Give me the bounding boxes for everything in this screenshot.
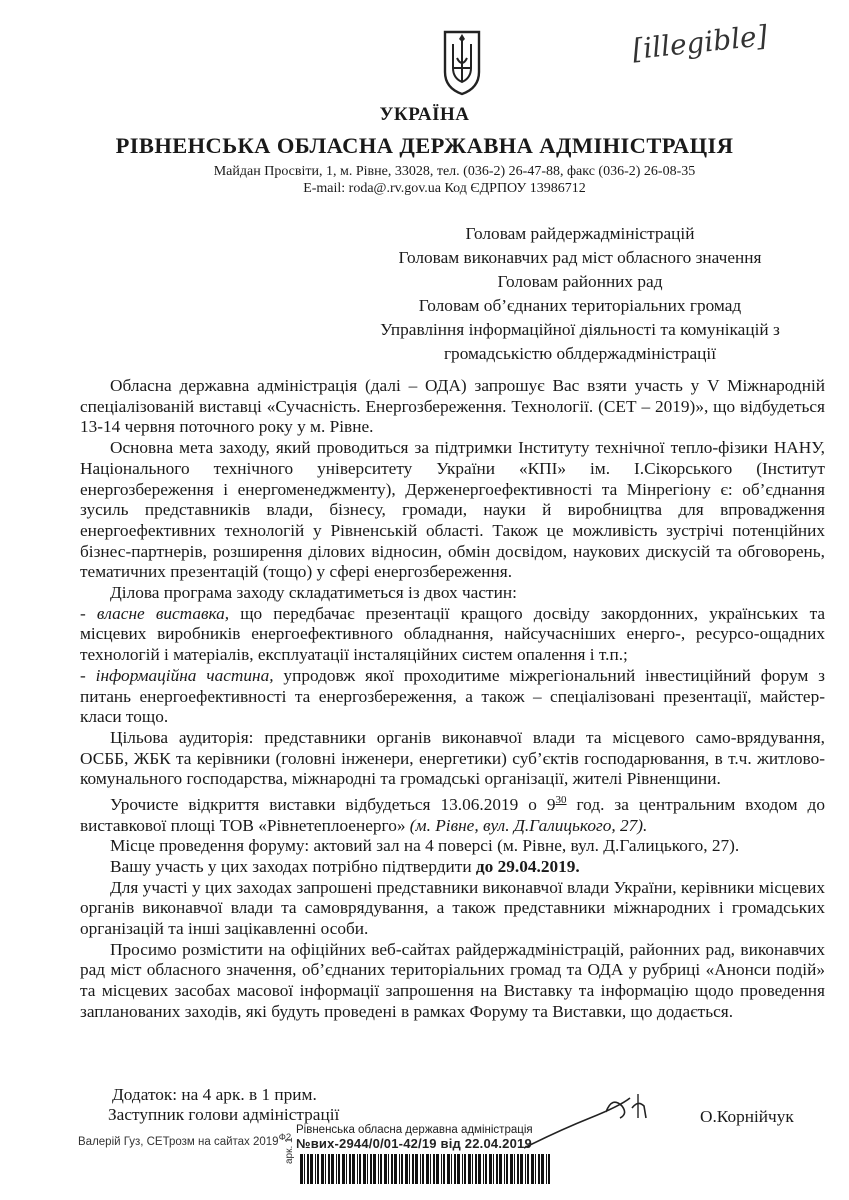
paragraph-request: Просимо розмістити на офіційних веб-сайтах райдержадміністрацій, районних рад, виконавчих рад міст обласного значення, об’єднаних територіальних громад та ОДА у рубриці «Анонси подій» та місцевих засобах масової інформації запрошення на Виставку та інформацію щодо проведення запланованих заходів, які будуть проведені в рамках Форуму та Виставки, що додається. (80, 939, 825, 1021)
opening-address: (м. Рівне, вул. Д.Галицького, 27). (405, 815, 648, 835)
signature-icon (520, 1078, 660, 1158)
signer-position: Заступник голови адміністрації (108, 1105, 340, 1124)
addressee-line: Головам райдержадміністрацій (465, 224, 695, 243)
addressee-line: громадськістю облдержадміністрації (443, 344, 717, 363)
opening-minutes: 30 (555, 794, 567, 807)
paragraph-invitation: Обласна державна адміністрація (далі – ОДА) запрошує Вас взяти участь у V Міжнародній спеціалізованій виставці «Сучасність. Енергозбереження. Технології. (СЕТ – 2019)», що відбудеться 13-14 червня поточного року у м. Рівне. (80, 376, 825, 437)
paragraph-audience: Цільова аудиторія: представники органів виконавчої влади та місцевого само-врядування, ОСББ, ЖБК та керівники (головні інженери, енергетики) суб’єктів господарювання, в т.ч. житлово-комунального господарства, міжнародні та громадські організації, жителі Рівненщини. (80, 727, 825, 789)
opening-text-2: год. за центральним входом до виставкової площі ТОВ «Рівнетеплоенерго» (80, 794, 825, 835)
opening-text: Урочисте відкриття виставки відбудеться 13.06.2019 о 9 (110, 794, 556, 814)
sheet-label: арк. 1 (284, 1137, 295, 1164)
exhibition-text: що передбачає презентації кращого досвіду закордонних, українських та місцевих виробників енергоефективного обладнання, найсучасніших енерго-, ресурсо-ощадних технологій і матеріалів, експлуатації інсталяційних систем опалення і т.п.; (80, 603, 825, 665)
executor-name: Валерій Гуз, СЕТрозм на сайтах 2019 (78, 1135, 279, 1148)
signer-name: О.Корнійчук (700, 1107, 794, 1126)
registration-stamp (296, 1124, 533, 1151)
appendix-note: Додаток: на 4 арк. в 1 прим. (112, 1085, 317, 1104)
paragraph-forum-venue: Місце проведення форуму: актовий зал на 4 поверсі (м. Рівне, вул. Д.Галицького, 27). (110, 836, 740, 856)
paragraph-opening (80, 790, 825, 836)
info-part-text: упродовж якої проходитиме міжрегіональний інвестиційний форум з питань енергоефективності та енергозбереження, а також – спеціалізовані презентації, майстер-класи тощо. (80, 665, 826, 727)
info-part-term: - інформаційна частина, (80, 665, 274, 685)
letter-body (80, 376, 825, 1023)
paragraph-info-part (80, 666, 825, 728)
addressee-block (330, 222, 830, 366)
paragraph-purpose: Основна мета заходу, який проводиться за підтримки Інституту технічної тепло-фізики НАНУ, Національного технічного університету України «КПІ» ім. І.Сікорського (Інститут енергозбереження і енергоменеджменту), Держенергоефективності та Мінрегіону є: об’єднання зусиль представників влади, бізнесу, громади, науки й виробництва для впровадження енергоефективних технологій у Рівненській області. Також це можливість зустрічі потенційних бізнес-партнерів, розширення ділових відносин, обмін досвідом, наукових дискусій та обговорень, тематичних презентацій (тощо) у сфері енергозбереження. (80, 438, 825, 582)
paragraph-confirm (80, 857, 825, 878)
email-line: E-mail: roda@.rv.gov.ua Код ЄДРПОУ 13986712 (303, 181, 586, 196)
country-heading: УКРАЇНА (379, 104, 470, 125)
stamp-number: №вих-2944/0/01-42/19 від 22.04.2019 (296, 1136, 532, 1151)
paragraph-invited: Для участі у цих заходах запрошені представники виконавчої влади України, керівники місцевих органів виконавчої влади та самоврядування, а також представники міжнародних і громадських організацій та інші зацікавленні особи. (80, 877, 825, 939)
paragraph-program: Ділова програма заходу складатиметься із двох частин: (110, 583, 517, 603)
addressee-line: Головам виконавчих рад міст обласного значення (398, 248, 762, 267)
executor-code: Ф2 (278, 1132, 292, 1143)
stamp-organization: Рівненська обласна державна адміністрація (296, 1124, 533, 1136)
addressee-line: Головам районних рад (497, 272, 663, 291)
confirm-deadline: до 29.04.2019. (475, 856, 580, 876)
coat-of-arms-icon (441, 28, 483, 96)
address-line: Майдан Просвіти, 1, м. Рівне, 33028, тел. (036-2) 26-47-88, факс (036-2) 26-08-35 (213, 164, 696, 179)
confirm-text: Вашу участь у цих заходах потрібно підтвердити (110, 856, 476, 876)
addressee-line: Головам об’єднаних територіальних громад (418, 296, 742, 315)
executor-note (78, 1132, 291, 1148)
barcode-icon (300, 1154, 555, 1184)
exhibition-term: - власне виставка, (80, 603, 230, 623)
organization-heading: РІВНЕНСЬКА ОБЛАСНА ДЕРЖАВНА АДМІНІСТРАЦІЯ (115, 133, 734, 158)
addressee-line: Управління інформаційної діяльності та комунікацій з (380, 320, 780, 339)
handwritten-mark: [illegible] (630, 19, 769, 66)
paragraph-exhibition (80, 604, 825, 666)
